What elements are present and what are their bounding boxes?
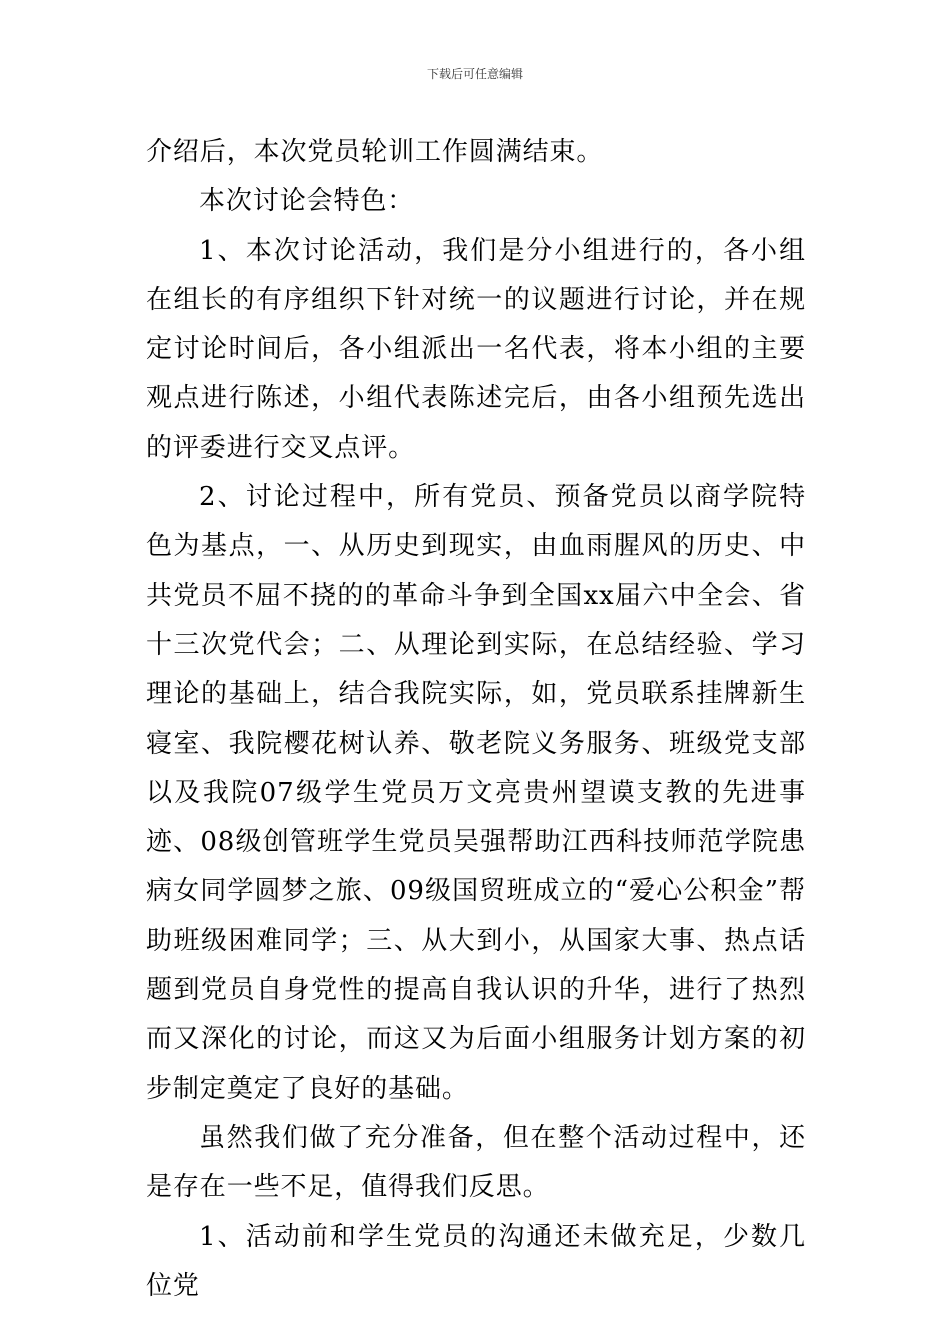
paragraph-continuation: 介绍后，本次党员轮训工作圆满结束。 <box>146 137 604 167</box>
paragraph-shortcoming-1: 1、活动前和学生党员的沟通还未做充足，少数几位党 <box>146 1221 806 1301</box>
paragraph-feature-2: 2、讨论过程中，所有党员、预备党员以商学院特色为基点，一、从历史到现实，由血雨腥风的历史、中共党员不屈不挠的的革命斗争到全国xx届六中全会、省十三次党代会；二、从理论到实际，在总结经验、学习理论的基础上，结合我院实际，如，党员联系挂牌新生寝室、我院樱花树认养、敬老院义务服务、班级党支部以及我院07级学生党员万文亮贵州望谟支教的先进事迹、08级创管班学生党员吴强帮助江西科技师范学院患病女同学圆梦之旅、09级国贸班成立的“爱心公积金”帮助班级困难同学；三、从大到小，从国家大事、热点话题到党员自身党性的提高自我认识的升华，进行了热烈而又深化的讨论，而这又为后面小组服务计划方案的初步制定奠定了良好的基础。 <box>146 482 806 1104</box>
page-header: 下载后可任意编辑 <box>426 67 523 81</box>
paragraph-shortcomings-intro: 虽然我们做了充分准备，但在整个活动过程中，还是存在一些不足，值得我们反思。 <box>146 1122 806 1203</box>
document-body <box>146 128 806 1311</box>
paragraph-features-heading: 本次讨论会特色： <box>199 186 415 217</box>
paragraph-feature-1: 1、本次讨论活动，我们是分小组进行的，各小组在组长的有序组织下针对统一的议题进行讨论，并在规定讨论时间后，各小组派出一名代表，将本小组的主要观点进行陈述，小组代表陈述完后，由各小组预先选出的评委进行交叉点评。 <box>146 235 806 463</box>
